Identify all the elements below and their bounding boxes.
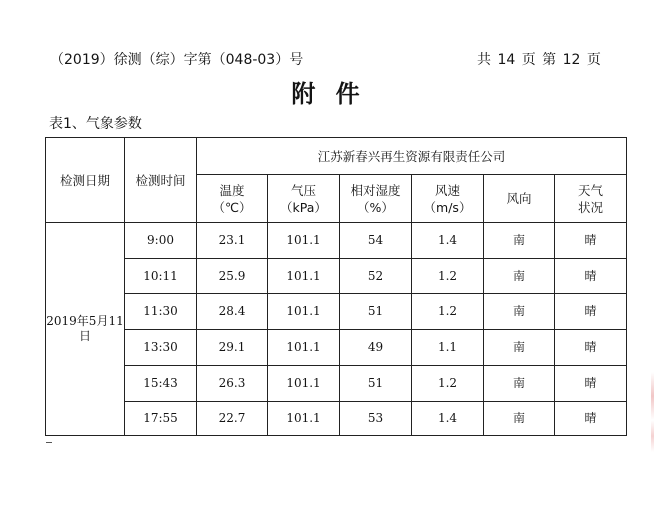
table-row [46, 330, 627, 366]
pressure-cell: 101.1 [268, 223, 340, 259]
wind-speed-cell: 1.4 [412, 223, 484, 259]
wind-dir-cell: 南 [484, 223, 555, 259]
humidity-cell: 51 [340, 294, 412, 330]
wind-dir-cell: 南 [484, 259, 555, 294]
wind-dir-cell: 南 [484, 294, 555, 330]
header-weather: 天气 状况 [555, 175, 627, 223]
header-row-company [46, 138, 627, 175]
weather-cell: 晴 [555, 366, 627, 402]
wind-speed-cell: 1.2 [412, 259, 484, 294]
page-title: 附 件 [291, 80, 366, 108]
humidity-cell: 49 [340, 330, 412, 366]
header-time: 检测时间 [125, 138, 197, 223]
wind-dir-cell: 南 [484, 330, 555, 366]
wind-dir-cell: 南 [484, 402, 555, 436]
time-cell: 17:55 [125, 402, 197, 436]
scan-mark [46, 442, 52, 443]
stamp-edge-mark [651, 372, 654, 452]
header-temperature: 温度 （℃） [197, 175, 268, 223]
pressure-cell: 101.1 [268, 402, 340, 436]
humidity-cell: 51 [340, 366, 412, 402]
pressure-cell: 101.1 [268, 330, 340, 366]
company-name: 江苏新春兴再生资源有限责任公司 [197, 138, 627, 175]
table-caption: 表1、气象参数 [49, 116, 142, 132]
wind-dir-cell: 南 [484, 366, 555, 402]
report-number: （2019）徐测（综）字第（048-03）号 [50, 52, 304, 68]
weather-cell: 晴 [555, 223, 627, 259]
weather-parameters-table [45, 137, 627, 436]
temp-cell: 29.1 [197, 330, 268, 366]
table-row [46, 223, 627, 259]
humidity-cell: 53 [340, 402, 412, 436]
wind-speed-cell: 1.2 [412, 366, 484, 402]
temp-cell: 26.3 [197, 366, 268, 402]
pressure-cell: 101.1 [268, 259, 340, 294]
time-cell: 15:43 [125, 366, 197, 402]
time-cell: 11:30 [125, 294, 197, 330]
weather-cell: 晴 [555, 330, 627, 366]
pressure-cell: 101.1 [268, 366, 340, 402]
temp-cell: 28.4 [197, 294, 268, 330]
time-cell: 10:11 [125, 259, 197, 294]
humidity-cell: 54 [340, 223, 412, 259]
weather-cell: 晴 [555, 294, 627, 330]
table-row [46, 294, 627, 330]
table-row [46, 366, 627, 402]
humidity-cell: 52 [340, 259, 412, 294]
time-cell: 9:00 [125, 223, 197, 259]
pressure-cell: 101.1 [268, 294, 340, 330]
header-pressure: 气压 （kPa） [268, 175, 340, 223]
header-date: 检测日期 [46, 138, 125, 223]
temp-cell: 23.1 [197, 223, 268, 259]
date-cell: 2019年5月11日 [46, 223, 125, 436]
header-wind-speed: 风速 （m/s） [412, 175, 484, 223]
weather-cell: 晴 [555, 402, 627, 436]
weather-cell: 晴 [555, 259, 627, 294]
wind-speed-cell: 1.1 [412, 330, 484, 366]
wind-speed-cell: 1.4 [412, 402, 484, 436]
temp-cell: 22.7 [197, 402, 268, 436]
time-cell: 13:30 [125, 330, 197, 366]
table-row [46, 402, 627, 436]
temp-cell: 25.9 [197, 259, 268, 294]
header-wind-direction: 风向 [484, 175, 555, 223]
table-row [46, 259, 627, 294]
header-humidity: 相对湿度 （%） [340, 175, 412, 223]
wind-speed-cell: 1.2 [412, 294, 484, 330]
page-counter: 共 14 页 第 12 页 [477, 52, 601, 68]
